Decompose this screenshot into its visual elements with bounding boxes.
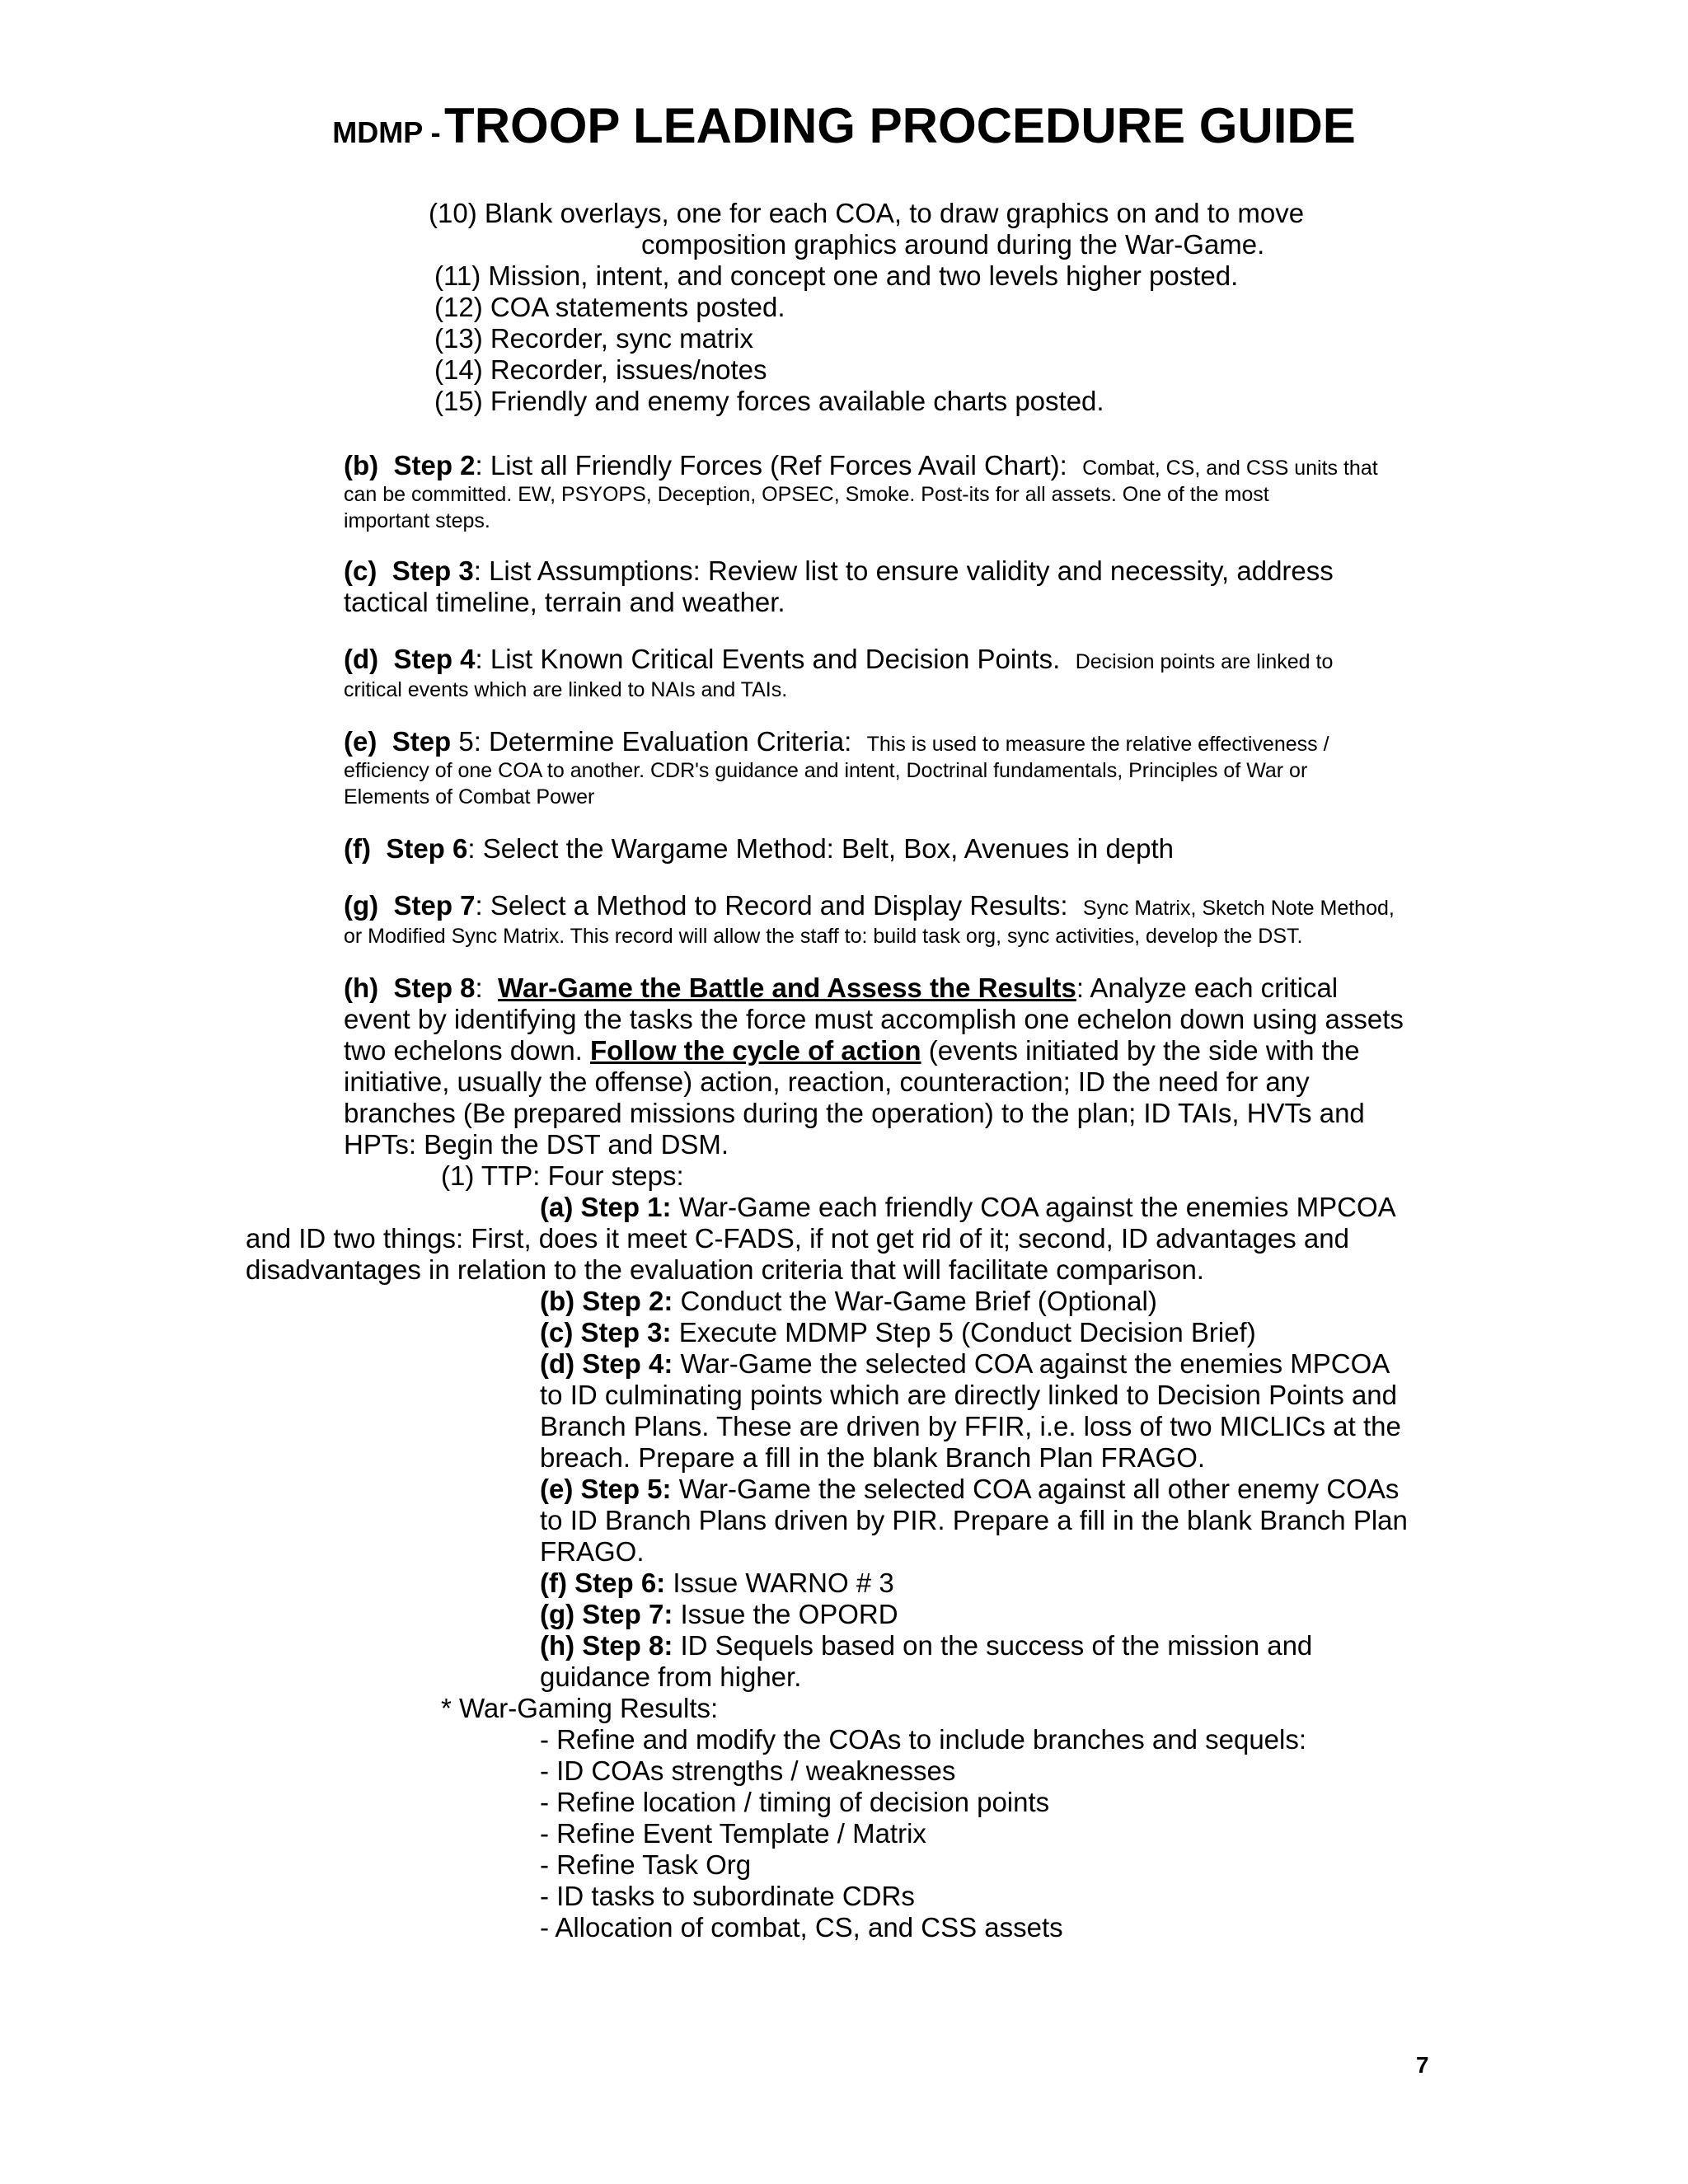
results-item: - Refine location / timing of decision points (540, 1787, 1050, 1817)
list-item-14: (14) Recorder, issues/notes (434, 354, 767, 385)
substep-e-text: to ID Branch Plans driven by PIR. Prepare a fill in the blank Branch Plan (540, 1505, 1408, 1535)
results-item: - Refine Event Template / Matrix (540, 1818, 926, 1849)
step6-heading: (f) Step 6: Select the Wargame Method: Belt, Box, Avenues in depth (344, 833, 1175, 864)
title-prefix: MDMP - (332, 115, 441, 149)
step8-text: branches (Be prepared missions during the operation) to the plan; ID TAIs, HVTs and (344, 1098, 1365, 1128)
substep-d-text: Branch Plans. These are driven by FFIR, i.e. loss of two MICLICs at the (540, 1411, 1401, 1441)
results-item: - Allocation of combat, CS, and CSS assets (540, 1912, 1063, 1943)
substep-h: (h) Step 8: ID Sequels based on the success of the mission and (540, 1630, 1313, 1661)
list-item-13: (13) Recorder, sync matrix (434, 323, 753, 354)
step5-detail-line: efficiency of one COA to another. CDR's guidance and intent, Doctrinal fundamentals, Principles of War or (344, 759, 1308, 782)
results-item: - Refine Task Org (540, 1849, 752, 1880)
step4-heading: (d) Step 4: List Known Critical Events and Decision Points. Decision points are linked to (344, 644, 1334, 674)
step5-detail-line: Elements of Combat Power (344, 785, 595, 808)
step8-text: initiative, usually the offense) action, reaction, counteraction; ID the need for any (344, 1066, 1310, 1097)
substep-e-text: FRAGO. (540, 1536, 645, 1567)
step8-underlined-heading: War-Game the Battle and Assess the Results (498, 972, 1076, 1003)
results-item: - ID tasks to subordinate CDRs (540, 1881, 915, 1911)
substep-d-text: breach. Prepare a fill in the blank Branch Plan FRAGO. (540, 1442, 1206, 1473)
page-number: 7 (1416, 2052, 1429, 2078)
page-title (0, 97, 1688, 154)
list-item-15: (15) Friendly and enemy forces available charts posted. (434, 386, 1104, 416)
substep-b: (b) Step 2: Conduct the War-Game Brief (Optional) (540, 1286, 1157, 1316)
step8-text: HPTs: Begin the DST and DSM. (344, 1129, 729, 1160)
substep-e: (e) Step 5: War-Game the selected COA against all other enemy COAs (540, 1474, 1400, 1504)
step8-text: event by identifying the tasks the force must accomplish one echelon down using assets (344, 1004, 1404, 1034)
substep-f: (f) Step 6: Issue WARNO # 3 (540, 1568, 894, 1598)
substep-c: (c) Step 3: Execute MDMP Step 5 (Conduct Decision Brief) (540, 1317, 1256, 1347)
substep-g: (g) Step 7: Issue the OPORD (540, 1599, 898, 1629)
substep-h-text: guidance from higher. (540, 1661, 802, 1692)
substep-a-text: and ID two things: First, does it meet C-FADS, if not get rid of it; second, ID advantages and (246, 1223, 1349, 1254)
list-item-11: (11) Mission, intent, and concept one and two levels higher posted. (434, 260, 1239, 291)
step2-detail-line: can be committed. EW, PSYOPS, Deception, OPSEC, Smoke. Post-its for all assets. One of the most (344, 483, 1269, 506)
results-heading: * War-Gaming Results: (441, 1693, 719, 1723)
list-item-10: (10) Blank overlays, one for each COA, to draw graphics on and to move (429, 198, 1305, 228)
substep-a: (a) Step 1: War-Game each friendly COA against the enemies MPCOA (540, 1192, 1396, 1222)
substep-d-text: to ID culminating points which are directly linked to Decision Points and (540, 1380, 1398, 1410)
step5-heading: (e) Step 5: Determine Evaluation Criteria: This is used to measure the relative effectiveness / (344, 726, 1329, 757)
step2-detail-line: important steps. (344, 509, 490, 532)
results-item: - ID COAs strengths / weaknesses (540, 1755, 956, 1786)
substep-a-text: disadvantages in relation to the evaluation criteria that will facilitate comparison. (246, 1254, 1204, 1285)
step7-detail-line: or Modified Sync Matrix. This record will allow the staff to: build task org, sync activities, develop the DST. (344, 925, 1303, 948)
step8-heading: (h) Step 8: War-Game the Battle and Assess the Results: Analyze each critical (344, 972, 1339, 1003)
step4-detail-line: critical events which are linked to NAIs and TAIs. (344, 678, 788, 701)
list-item-12: (12) COA statements posted. (434, 292, 785, 322)
step3-text: tactical timeline, terrain and weather. (344, 587, 785, 617)
title-main: TROOP LEADING PROCEDURE GUIDE (444, 98, 1356, 153)
step8-text-cycle: two echelons down. Follow the cycle of action (events initiated by the side with the (344, 1035, 1360, 1066)
step3-heading: (c) Step 3: List Assumptions: Review list to ensure validity and necessity, address (344, 555, 1334, 586)
substep-d: (d) Step 4: War-Game the selected COA against the enemies MPCOA (540, 1348, 1390, 1379)
step2-heading: (b) Step 2: List all Friendly Forces (Ref Forces Avail Chart): Combat, CS, and CSS units that (344, 450, 1378, 480)
results-item: - Refine and modify the COAs to include branches and sequels: (540, 1724, 1307, 1755)
step7-heading: (g) Step 7: Select a Method to Record and Display Results: Sync Matrix, Sketch Note Method, (344, 890, 1395, 921)
ttp-heading: (1) TTP: Four steps: (441, 1160, 684, 1191)
list-item-10-cont: composition graphics around during the War-Game. (641, 229, 1265, 260)
cycle-of-action-emphasis: Follow the cycle of action (590, 1035, 921, 1066)
